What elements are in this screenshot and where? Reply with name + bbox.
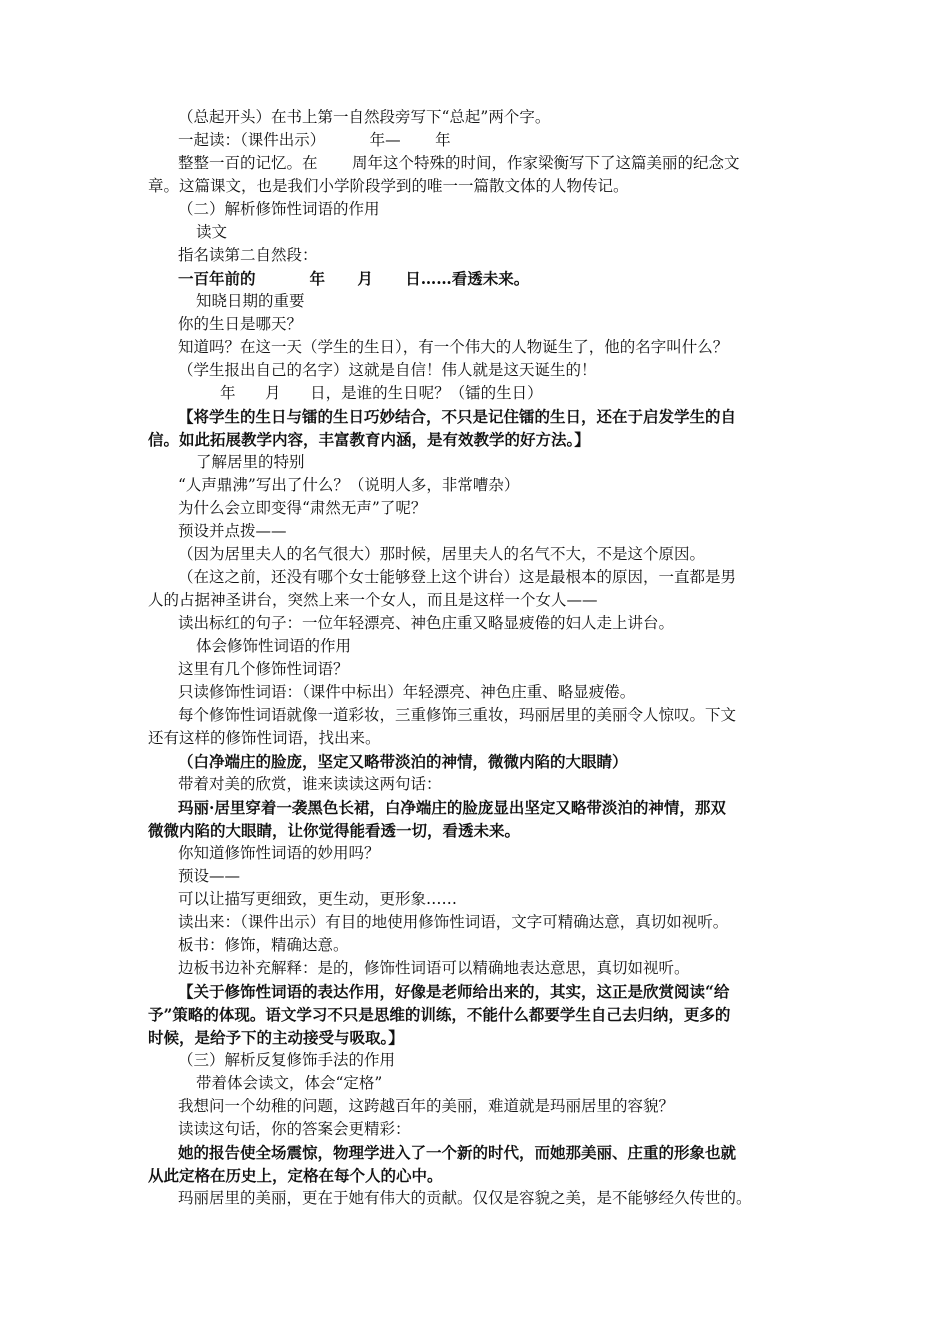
text-line: 知晓日期的重要 xyxy=(196,292,305,310)
text-line: 我想问一个幼稚的问题，这跨越百年的美丽，难道就是玛丽居里的容貌？ xyxy=(178,1097,675,1115)
text-line: 人的占据神圣讲台，突然上来一个女人，而且是这样一个女人—— xyxy=(148,591,598,609)
text-line: 可以让描写更细致，更生动，更形象…… xyxy=(178,890,458,908)
text-line: 微微内陷的大眼睛，让你觉得能看透一切，看透未来。 xyxy=(148,821,521,840)
text-line: 读文 xyxy=(196,223,228,241)
text-line: （因为居里夫人的名气很大）那时候，居里夫人的名气不大，不是这个原因。 xyxy=(178,545,706,563)
text-line: 板书：修饰，精确达意。 xyxy=(178,936,349,954)
text-line: 读出标红的句子：一位年轻漂亮、神色庄重又略显疲倦的妇人走上讲台。 xyxy=(178,614,675,632)
text-line: 你的生日是哪天？ xyxy=(178,315,303,333)
text-line: 体会修饰性词语的作用 xyxy=(196,637,352,655)
text-line: 预设—— xyxy=(178,867,241,885)
text-line: “人声鼎沸”写出了什么？（说明人多，非常嘈杂） xyxy=(178,476,520,494)
text-line: 予”策略的体现。语文学习不只是思维的训练，不能什么都要学生自己去归纳，更多的 xyxy=(148,1005,731,1024)
text-line: 指名读第二自然段： xyxy=(178,246,318,264)
text-line: 每个修饰性词语就像一道彩妆，三重修饰三重妆，玛丽居里的美丽令人惊叹。下文 xyxy=(178,706,737,724)
text-line: 带着体会读文，体会“定格” xyxy=(196,1074,383,1092)
text-line: （二）解析修饰性词语的作用 xyxy=(178,200,380,218)
text-line: 边板书边补充解释：是的，修饰性词语可以精确地表达意思，真切如视听。 xyxy=(178,959,690,977)
text-line: （三）解析反复修饰手法的作用 xyxy=(178,1051,396,1069)
text-line: 一起读：（课件出示） 年— 年 xyxy=(178,131,451,149)
text-line: （在这之前，还没有哪个女士能够登上这个讲台）这是最根本的原因，一直都是男 xyxy=(178,568,737,586)
text-line: 读出来：（课件出示）有目的地使用修饰性词语，文字可精确达意，真切如视听。 xyxy=(178,913,729,931)
text-line: 你知道修饰性词语的妙用吗？ xyxy=(178,844,380,862)
text-line: 知道吗？在这一天（学生的生日），有一个伟大的人物诞生了，他的名字叫什么？ xyxy=(178,338,729,356)
text-line: 【将学生的生日与镭的生日巧妙结合，不只是记住镭的生日，还在于启发学生的自 xyxy=(178,407,737,426)
text-line: 只读修饰性词语：（课件中标出）年轻漂亮、神色庄重、略显疲倦。 xyxy=(178,683,636,701)
text-line: 读读这句话，你的答案会更精彩： xyxy=(178,1120,411,1138)
text-line: 为什么会立即变得“肃然无声”了呢？ xyxy=(178,499,427,517)
text-line: 预设并点拨—— xyxy=(178,522,287,540)
text-line: 章。这篇课文，也是我们小学阶段学到的唯一一篇散文体的人物传记。 xyxy=(148,177,629,195)
text-line: 还有这样的修饰性词语，找出来。 xyxy=(148,729,381,747)
text-line: 玛丽居里的美丽，更在于她有伟大的贡献。仅仅是容貌之美，是不能够经久传世的。 xyxy=(178,1189,752,1207)
text-line: 信。如此拓展教学内容，丰富教育内涵，是有效教学的好方法。】 xyxy=(148,430,590,449)
text-line: 一百年前的 年 月 日……看透未来。 xyxy=(178,269,530,288)
text-line: 了解居里的特别 xyxy=(196,453,305,471)
text-line: 她的报告使全场震惊，物理学进入了一个新的时代，而她那美丽、庄重的形象也就 xyxy=(178,1143,737,1162)
text-line: 从此定格在历史上，定格在每个人的心中。 xyxy=(148,1166,443,1185)
text-line: 带着对美的欣赏，谁来读读这两句话： xyxy=(178,775,442,793)
text-line: （白净端庄的脸庞，坚定又略带淡泊的神情，微微内陷的大眼睛） xyxy=(178,752,628,771)
text-line: 年 月 日，是谁的生日呢？（镭的生日） xyxy=(220,384,543,402)
text-line: 这里有几个修饰性词语？ xyxy=(178,660,349,678)
text-line: 玛丽·居里穿着一袭黑色长裙，白净端庄的脸庞显出坚定又略带淡泊的神情，那双 xyxy=(178,798,726,817)
text-line: 整整一百的记忆。在 周年这个特殊的时间，作家梁衡写下了这篇美丽的纪念文 xyxy=(178,154,740,172)
text-line: （学生报出自己的名字）这就是自信！伟人就是这天诞生的！ xyxy=(178,361,597,379)
text-line: 时候，是给予下的主动接受与吸取。】 xyxy=(148,1028,404,1047)
text-line: （总起开头）在书上第一自然段旁写下“总起”两个字。 xyxy=(178,108,551,126)
text-line: 【关于修饰性词语的表达作用，好像是老师给出来的，其实，这正是欣赏阅读“给 xyxy=(178,982,730,1001)
